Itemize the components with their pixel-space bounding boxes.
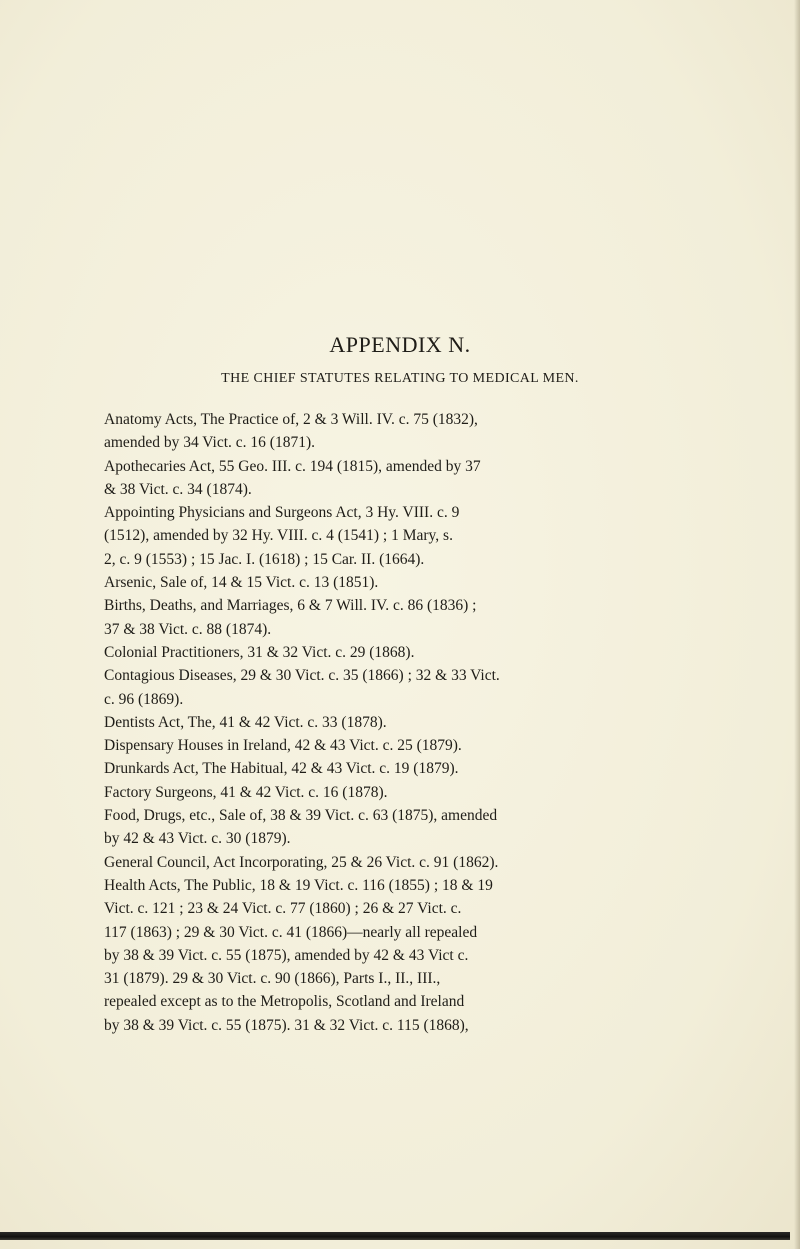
statute-entry-line: Vict. c. 121 ; 23 & 24 Vict. c. 77 (1860) ; 26 & 27 Vict. c. — [104, 900, 462, 918]
statute-entry-line: by 38 & 39 Vict. c. 55 (1875), amended by 42 & 43 Vict c. — [104, 946, 469, 964]
statute-entry-line: Factory Surgeons, 41 & 42 Vict. c. 16 (1878). — [104, 783, 388, 801]
statute-entry — [104, 455, 732, 502]
statute-entry-line: 31 (1879). 29 & 30 Vict. c. 90 (1866), Parts I., II., III., — [104, 970, 441, 988]
statute-entry-line: Dentists Act, The, 41 & 42 Vict. c. 33 (1878). — [104, 713, 387, 731]
statute-entry-line: 37 & 38 Vict. c. 88 (1874). — [104, 620, 272, 638]
statute-entry-line: c. 96 (1869). — [104, 690, 184, 708]
statute-entry-line: & 38 Vict. c. 34 (1874). — [104, 480, 252, 498]
statute-entry — [104, 571, 732, 594]
statute-entry — [104, 501, 732, 571]
statute-entry-line: Apothecaries Act, 55 Geo. III. c. 194 (1815), amended by 37 — [104, 457, 481, 475]
statute-entry — [104, 664, 732, 711]
statute-entry-line: Contagious Diseases, 29 & 30 Vict. c. 35 (1866) ; 32 & 33 Vict. — [104, 667, 500, 685]
statute-entry — [104, 851, 732, 874]
statute-entry-line: Colonial Practitioners, 31 & 32 Vict. c. 29 (1868). — [104, 643, 415, 661]
statute-entry-line: 2, c. 9 (1553) ; 15 Jac. I. (1618) ; 15 Car. II. (1664). — [104, 550, 425, 568]
statute-entry-line: Appointing Physicians and Surgeons Act, 3 Hy. VIII. c. 9 — [104, 504, 460, 522]
statute-entry — [104, 781, 732, 804]
statute-entry-line: General Council, Act Incorporating, 25 & 26 Vict. c. 91 (1862). — [104, 853, 499, 871]
statute-entry-line: amended by 34 Vict. c. 16 (1871). — [104, 434, 315, 452]
statute-entry-line: Births, Deaths, and Marriages, 6 & 7 Will. IV. c. 86 (1836) ; — [104, 597, 477, 615]
statute-entry-line: Health Acts, The Public, 18 & 19 Vict. c. 116 (1855) ; 18 & 19 — [104, 876, 493, 894]
appendix-title: APPENDIX N. — [329, 332, 471, 357]
statute-entry-line: 117 (1863) ; 29 & 30 Vict. c. 41 (1866)—nearly all repealed — [104, 923, 478, 941]
statute-entry-line: (1512), amended by 32 Hy. VIII. c. 4 (1541) ; 1 Mary, s. — [104, 527, 453, 545]
statute-entry — [104, 757, 732, 780]
statute-entry-line: by 38 & 39 Vict. c. 55 (1875). 31 & 32 Vict. c. 115 (1868), — [104, 1016, 469, 1034]
statute-entry-line: by 42 & 43 Vict. c. 30 (1879). — [104, 830, 291, 848]
statute-entry-line: Dispensary Houses in Ireland, 42 & 43 Vict. c. 25 (1879). — [104, 737, 462, 755]
statute-entry — [104, 594, 732, 641]
scan-border-bar — [0, 1232, 790, 1240]
statute-entry-line: Drunkards Act, The Habitual, 42 & 43 Vict. c. 19 (1879). — [104, 760, 459, 778]
statute-entry-line: Anatomy Acts, The Practice of, 2 & 3 Will. IV. c. 75 (1832), — [104, 411, 478, 428]
statute-entry — [104, 641, 732, 664]
page-edge-shadow — [794, 0, 800, 1249]
statute-entry-line: Food, Drugs, etc., Sale of, 38 & 39 Vict. c. 63 (1875), amended — [104, 807, 498, 825]
statute-entry-line: repealed except as to the Metropolis, Scotland and Ireland — [104, 993, 465, 1011]
statute-entry — [104, 874, 732, 1037]
statute-list — [104, 408, 732, 1037]
statute-entry — [104, 734, 732, 757]
statute-entry — [104, 804, 732, 851]
statute-entry-line: Arsenic, Sale of, 14 & 15 Vict. c. 13 (1851). — [104, 574, 379, 592]
statute-entry — [104, 711, 732, 734]
statute-entry — [104, 408, 732, 455]
appendix-subtitle: THE CHIEF STATUTES RELATING TO MEDICAL MEN. — [221, 371, 579, 386]
